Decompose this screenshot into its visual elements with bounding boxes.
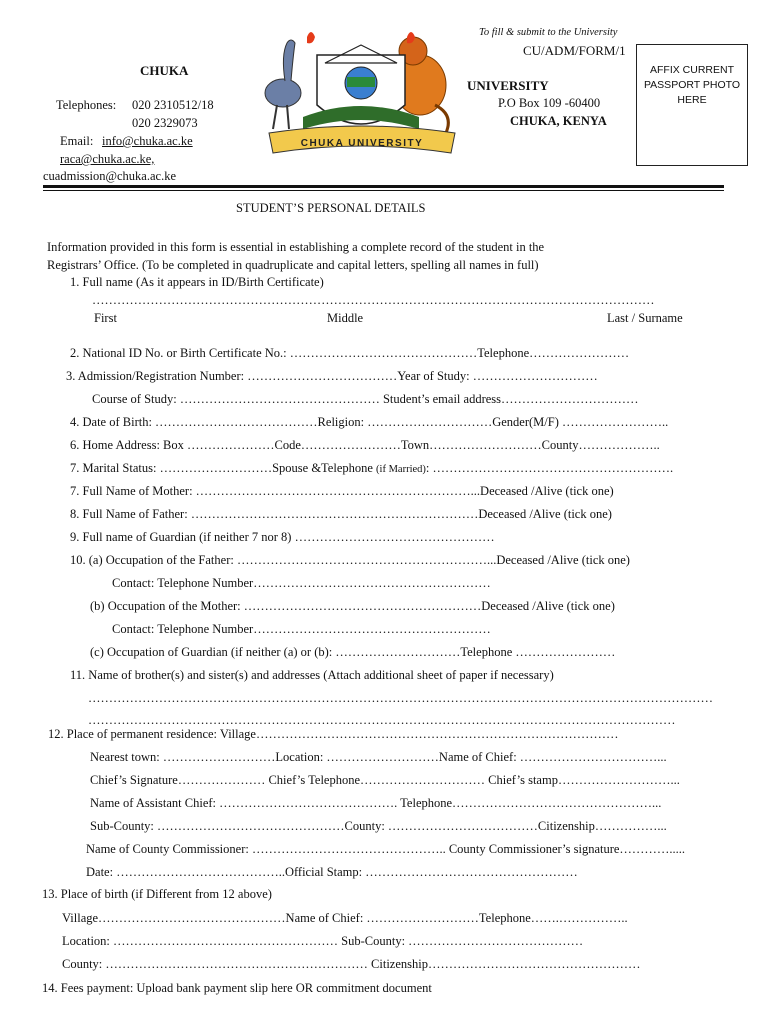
county-commissioner-field[interactable]: Name of County Commissioner: ……………………………………….. County Commissioner’s signature…………..... bbox=[86, 842, 686, 856]
telephones-label: Telephones: bbox=[56, 98, 117, 112]
nearest-town-field[interactable]: Nearest town: ………………………Location: ………………………Name of Chief: ……………………………... bbox=[90, 750, 667, 764]
passport-photo-box[interactable] bbox=[636, 44, 748, 166]
question-11-siblings: 11. Name of brother(s) and sister(s) and addresses (Attach additional sheet of paper if necessary) bbox=[70, 668, 554, 682]
full-name-field[interactable]: ……………………………………………………………………………………………………………………… bbox=[92, 293, 655, 307]
mother-contact-field[interactable]: Contact: Telephone Number………………………………………………… bbox=[112, 622, 491, 636]
question-7-marital-status[interactable] bbox=[70, 461, 673, 476]
postal-address: P.O Box 109 -60400 bbox=[498, 96, 601, 110]
father-contact-field[interactable]: Contact: Telephone Number………………………………………………… bbox=[112, 576, 491, 590]
question-14-fees-payment[interactable]: 14. Fees payment: Upload bank payment slip here OR commitment document bbox=[42, 981, 432, 995]
sub-county-field[interactable]: Sub-County: ………………………………………County: ………………………………Citizenship……………... bbox=[90, 819, 667, 833]
top-note: To fill & submit to the University bbox=[479, 27, 618, 38]
assistant-chief-field[interactable]: Name of Assistant Chief: ……………………………………. Telephone…………………………………………... bbox=[90, 796, 662, 810]
question-6-home-address[interactable]: 6. Home Address: Box …………………Code……………………Town………………………County……………….. bbox=[70, 438, 660, 452]
first-name-label: First bbox=[94, 311, 117, 325]
question-1-full-name: 1. Full name (As it appears in ID/Birth Certificate) bbox=[70, 275, 324, 289]
logo-banner-text: CHUKA UNIVERSITY bbox=[300, 138, 424, 149]
birth-county-field[interactable]: County: ……………………………………………………… Citizenship…………………………………………… bbox=[62, 957, 641, 971]
photo-box-line-3: HERE bbox=[677, 94, 707, 106]
question-3-admission-number[interactable]: 3. Admission/Registration Number: ………………………………Year of Study: ………………………… bbox=[66, 369, 598, 383]
university-crest-logo bbox=[255, 25, 470, 165]
form-code: CU/ADM/FORM/1 bbox=[523, 43, 626, 58]
marital-status-text: 7. Marital Status: ………………………Spouse &Telephone bbox=[70, 461, 377, 475]
siblings-field-line-2[interactable]: …………………………………………………………………………………………………………………………… bbox=[88, 713, 676, 727]
question-9-guardian-name[interactable]: 9. Full name of Guardian (if neither 7 nor 8) ………………………………………… bbox=[70, 530, 495, 544]
question-mother-name[interactable]: 7. Full Name of Mother: …………………………………………………………...Deceased /Alive (tick one) bbox=[70, 484, 614, 498]
form-title: STUDENT’S PERSONAL DETAILS bbox=[236, 201, 426, 215]
question-13-place-of-birth: 13. Place of birth (if Different from 12 above) bbox=[42, 887, 272, 901]
intro-text-2: Registrars’ Office. (To be completed in quadruplicate and capital letters, spelling all names in full) bbox=[47, 258, 539, 272]
intro-text-1: Information provided in this form is essential in establishing a complete record of the student in the bbox=[47, 240, 545, 254]
email-link-info[interactable]: info@chuka.ac.ke bbox=[102, 134, 193, 148]
telephone-1: 020 2310512/18 bbox=[132, 98, 214, 112]
date-stamp-field[interactable]: Date: …………………………………..Official Stamp: …………………………………………… bbox=[86, 865, 578, 879]
chief-signature-field[interactable]: Chief’s Signature………………… Chief’s Telephone………………………… Chief’s stamp………………………... bbox=[90, 773, 680, 787]
question-12-permanent-residence[interactable]: 12. Place of permanent residence: Village…………………………………………………………………………… bbox=[48, 727, 619, 741]
photo-box-line-2: PASSPORT PHOTO bbox=[643, 79, 741, 91]
birth-village-field[interactable]: Village………………………………………Name of Chief: ………………………Telephone…….…………….. bbox=[62, 911, 628, 925]
if-married-note: (if Married) bbox=[376, 464, 426, 475]
university-name-right: UNIVERSITY bbox=[467, 78, 549, 93]
telephone-2: 020 2329073 bbox=[132, 116, 198, 130]
spouse-field-dots: : …………………………………………………. bbox=[425, 461, 674, 475]
email-admission: cuadmission@chuka.ac.ke bbox=[43, 169, 176, 183]
middle-name-label: Middle bbox=[327, 311, 364, 325]
question-2-national-id[interactable]: 2. National ID No. or Birth Certificate No.: ………………………………………Telephone…………………… bbox=[70, 346, 630, 360]
city-address: CHUKA, KENYA bbox=[510, 114, 607, 128]
header-divider-thick bbox=[43, 185, 724, 188]
question-8-father-name[interactable]: 8. Full Name of Father: ……………………………………………………………Deceased /Alive (tick one) bbox=[70, 507, 612, 521]
question-10c-guardian-occupation[interactable]: (c) Occupation of Guardian (if neither (a) or (b): …………………………Telephone …………………… bbox=[90, 645, 616, 659]
last-name-label: Last / Surname bbox=[607, 311, 683, 325]
header-divider-thin bbox=[43, 190, 724, 191]
question-10b-mother-occupation[interactable]: (b) Occupation of the Mother: …………………………………………………Deceased /Alive (tick one) bbox=[90, 599, 615, 613]
question-10a-father-occupation[interactable]: 10. (a) Occupation of the Father: ……………………………………………………...Deceased /Alive (tick one) bbox=[70, 553, 630, 567]
university-name-left: CHUKA bbox=[140, 63, 189, 78]
birth-location-field[interactable]: Location: ……………………………………………… Sub-County: …………………………………… bbox=[62, 934, 584, 948]
siblings-field-line-1[interactable]: …………………………………………………………………………………………………………………………………… bbox=[88, 691, 713, 705]
question-4-date-of-birth[interactable]: 4. Date of Birth: …………………………………Religion: …………………………Gender(M/F) …………………….. bbox=[70, 415, 669, 429]
email-label: Email: bbox=[60, 134, 94, 148]
photo-box-line-1: AFFIX CURRENT bbox=[650, 64, 734, 76]
course-of-study-field[interactable]: Course of Study: ………………………………………… Student’s email address…………………………… bbox=[92, 392, 639, 406]
email-link-raca[interactable]: raca@chuka.ac.ke, bbox=[60, 152, 155, 166]
